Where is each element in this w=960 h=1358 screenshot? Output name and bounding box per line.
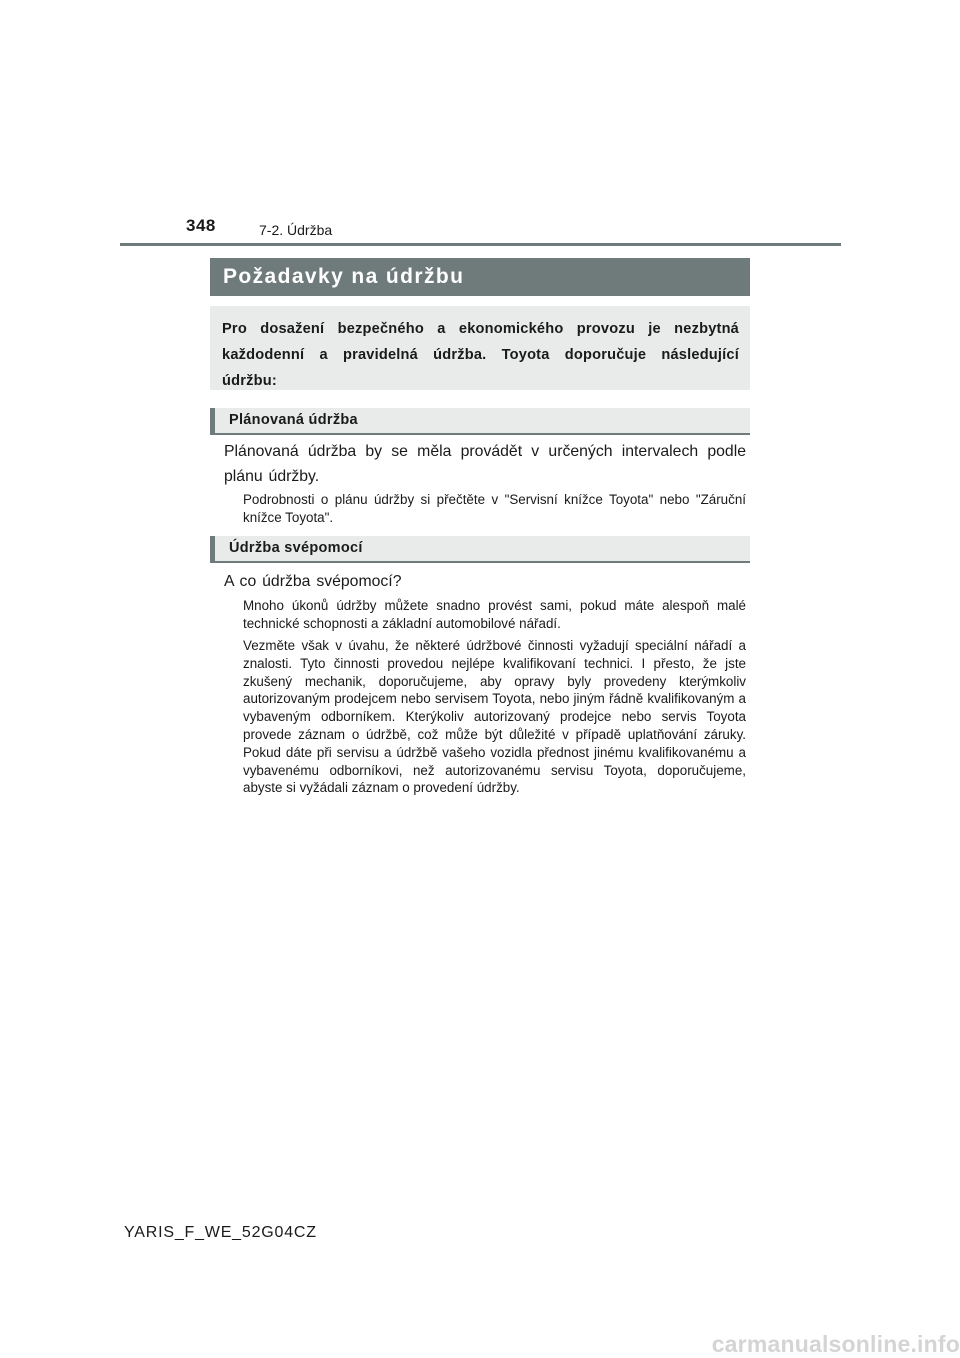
page-title: Požadavky na údržbu xyxy=(210,258,750,296)
planned-maintenance-note: Podrobnosti o plánu údržby si přečtěte v "Servisní knížce Toyota" nebo "Záruční knížce Toyota". xyxy=(243,492,746,525)
section-reference: 7-2. Údržba xyxy=(259,222,333,238)
self-maintenance-note-1: Mnoho úkonů údržby můžete snadno provést sami, pokud máte alespoň malé technické schopnosti a základní automobilové nářadí. xyxy=(243,598,746,631)
header-divider xyxy=(120,243,841,246)
planned-maintenance-text: Plánovaná údržba by se měla provádět v určených intervalech podle plánu údržby. xyxy=(224,443,746,485)
heading-self-maintenance: Údržba svépomocí xyxy=(210,536,750,563)
watermark: carmanualsonline.info xyxy=(711,1331,960,1357)
page-number: 348 xyxy=(186,216,216,235)
page-header xyxy=(0,0,960,250)
intro-box: Pro dosažení bezpečného a ekonomického provozu je nezbytná každodenní a pravidelná údržba. Toyota doporučuje následující údržbu: xyxy=(210,306,750,390)
heading-planned-maintenance: Plánovaná údržba xyxy=(210,408,750,435)
self-maintenance-text: A co údržba svépomocí? xyxy=(224,573,402,590)
document-code: YARIS_F_WE_52G04CZ xyxy=(124,1224,317,1241)
self-maintenance-note-2: Vezměte však v úvahu, že některé údržbové činnosti vyžadují speciální nářadí a znalosti. Tyto činnosti provedou nejlépe kvalifikovaní technici. I přesto, že jste zkušený mechanik, doporučujeme, aby opravy byly provedeny kterýmkoliv autorizovaným prodejcem nebo servisem Toyota, nebo jiným řádně kvalifikovaným a vybaveným odborníkem. Kterýkoliv autorizovaný prodejce nebo servis Toyota provede záznam o údržbě, což může být důležité v případě uplatňování záruky. Pokud dáte při servisu a údržbě vašeho vozidla přednost jinému kvalifikovanému a vybavenému odborníkovi, než autorizovanému servisu Toyota, doporučujeme, abyste si vyžádali záznam o provedení údržby. xyxy=(243,638,746,796)
